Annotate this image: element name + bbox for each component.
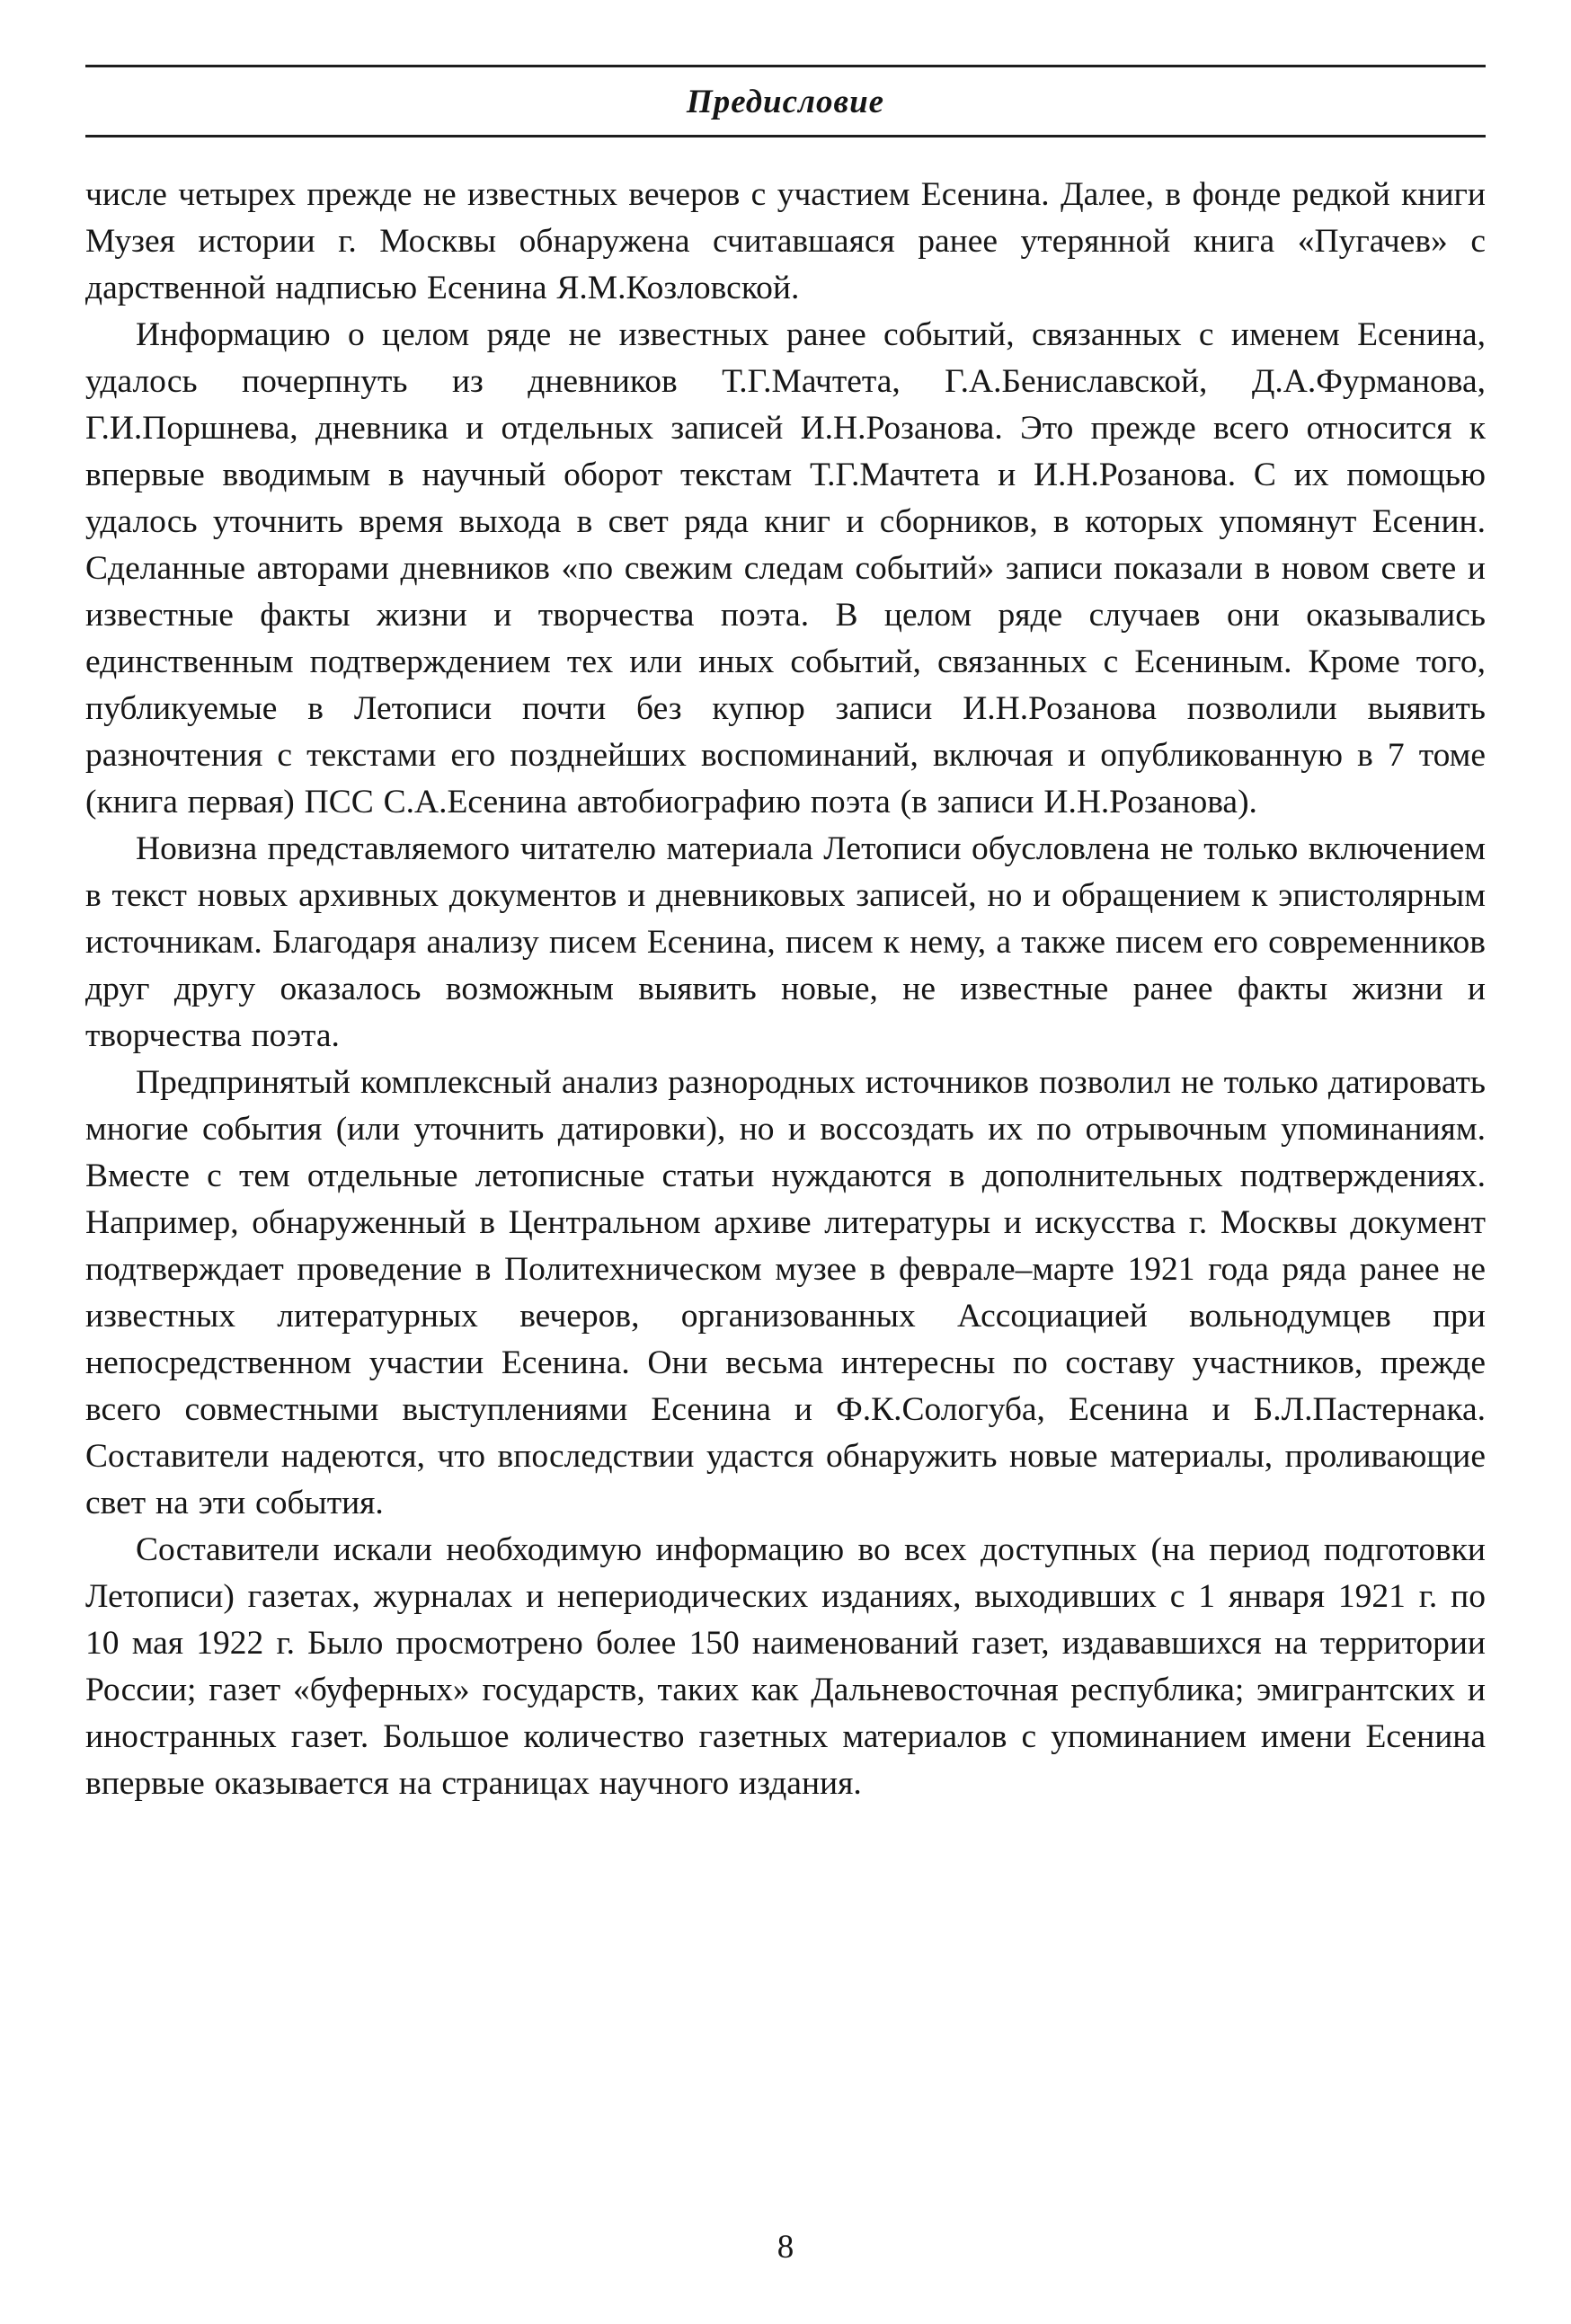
paragraph-5: Составители искали необходимую информацию во всех доступных (на период подготовки Летописи) газетах, журналах и непериодических изданиях, выходивших с 1 января 1921 г. по 10 мая 1922 г. Было просмотрено более 150 наименований газет, издававшихся на территории России; газет «буферных» государств, таких как Дальневосточная республика; эмигрантских и иностранных газет. Большое количество газетных материалов с упоминанием имени Есенина впервые оказывается на страницах научного издания. bbox=[85, 1531, 1486, 1802]
page-body bbox=[85, 172, 1486, 1807]
paragraph-2: Информацию о целом ряде не известных ранее событий, связанных с именем Есенина, удалось почерпнуть из дневников Т.Г.Мачтета, Г.А.Бениславской, Д.А.Фурманова, Г.И.Поршнева, дневника и отдельных записей И.Н.Розанова. Это прежде всего относится к впервые вводимым в научный оборот текстам Т.Г.Мачтета и И.Н.Розанова. С их помощью удалось уточнить время выхода в свет ряда книг и сборников, в которых упомянут Есенин. Сделанные авторами дневников «по свежим следам событий» записи показали в новом свете и известные факты жизни и творчества поэта. В целом ряде случаев они оказывались единственным подтверждением тех или иных событий, связанных с Есениным. Кроме того, публикуемые в Летописи почти без купюр записи И.Н.Розанова позволили выявить разночтения с текстами его позднейших воспоминаний, включая и опубликованную в 7 томе (книга первая) ПСС С.А.Есенина автобиографию поэта (в записи И.Н.Розанова). bbox=[85, 316, 1486, 820]
running-title: Предисловие bbox=[686, 84, 885, 120]
page-number: 8 bbox=[777, 2229, 794, 2266]
header-rule-bottom bbox=[85, 135, 1486, 137]
paragraph-3: Новизна представляемого читателю материала Летописи обусловлена не только включением в текст новых архивных документов и дневниковых записей, но и обращением к эпистолярным источникам. Благодаря анализу писем Есенина, писем к нему, а также писем его современников друг другу оказалось возможным выявить новые, не известные ранее факты жизни и творчества поэта. bbox=[85, 830, 1486, 1054]
paragraph-4: Предпринятый комплексный анализ разнородных источников позволил не только датировать многие события (или уточнить датировки), но и воссоздать их по отрывочным упоминаниям. Вместе с тем отдельные летописные статьи нуждаются в дополнительных подтверждениях. Например, обнаруженный в Центральном архиве литературы и искусства г. Москвы документ подтверждает проведение в Политехническом музее в феврале–марте 1921 года ряда ранее не известных литературных вечеров, организованных Ассоциацией вольнодумцев при непосредственном участии Есенина. Они весьма интересны по составу участников, прежде всего совместными выступлениями Есенина и Ф.К.Сологуба, Есенина и Б.Л.Пастернака. Составители надеются, что впоследствии удастся обнаружить новые материалы, проливающие свет на эти события. bbox=[85, 1064, 1486, 1521]
page-footer bbox=[0, 2228, 1571, 2266]
page-header bbox=[85, 0, 1486, 137]
paragraph-1: числе четырех прежде не известных вечеров с участием Есенина. Далее, в фонде редкой книги Музея истории г. Москвы обнаружена считавшаяся ранее утерянной книга «Пугачев» с дарственной надписью Есенина Я.М.Козловской. bbox=[85, 176, 1486, 306]
